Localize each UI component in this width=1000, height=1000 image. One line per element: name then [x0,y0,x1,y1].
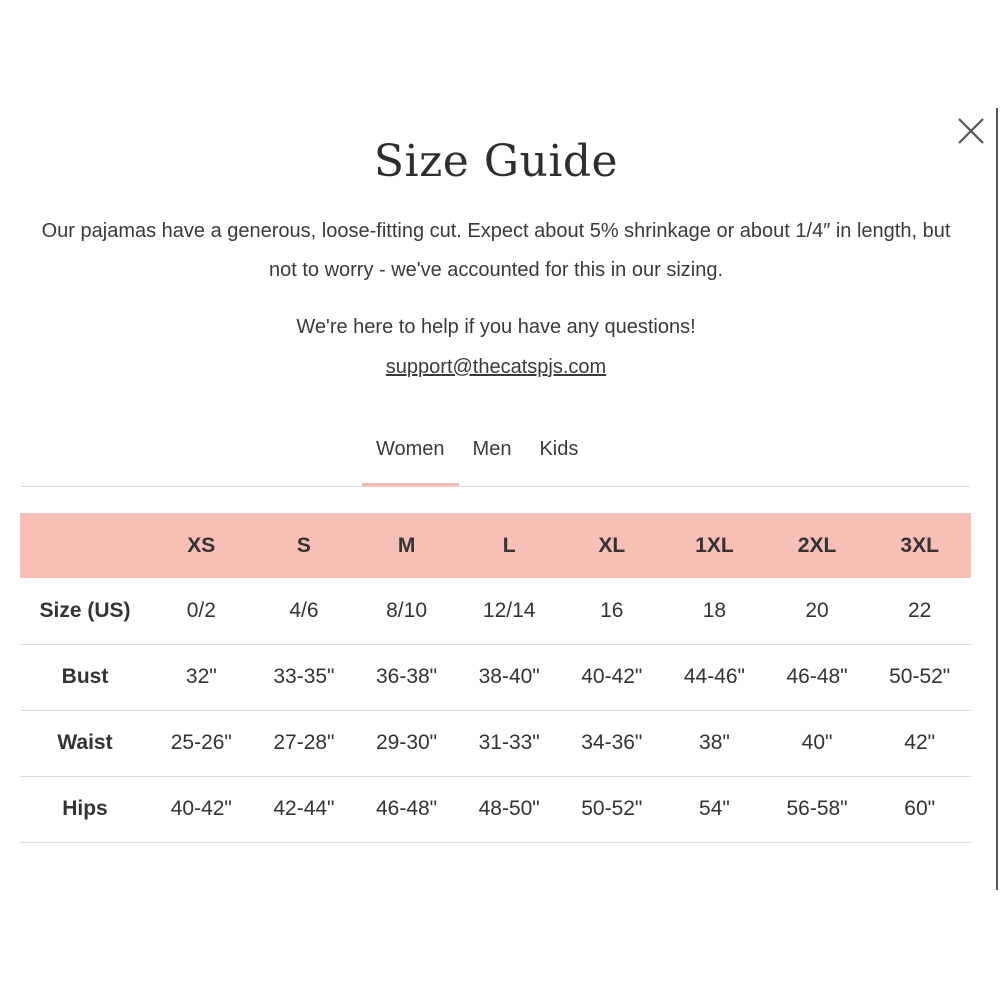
table-cell: 33-35" [273,665,335,688]
table-cell: 40-42" [581,665,643,688]
table-cell: 34-36" [581,731,643,754]
tabs-divider [20,486,970,487]
help-text: We're here to help if you have any questions! [296,316,696,338]
table-cell: 8/10 [386,598,427,622]
header-cell-s: S [296,533,311,557]
table-cell: 38-40" [478,665,540,688]
table-cell: 36-38" [375,665,438,688]
row-label: Bust [61,665,109,688]
header-cell-1xl: 1XL [695,533,734,557]
table-cell: 40" [801,731,833,754]
table-cell: 50-52" [889,665,951,688]
table-row [20,578,971,644]
header-cell-xs: XS [187,533,216,557]
table-cell: 42-44" [273,797,335,820]
table-row [20,644,971,710]
header-cell [20,513,150,578]
table-cell: 44-46" [683,665,746,688]
header-cell-l: L [502,533,516,557]
table-cell: 46-48" [375,797,438,820]
table-cell: 29-30" [375,731,438,754]
table-cell: 0/2 [186,598,216,622]
table-cell: 22 [908,598,932,622]
table-cell: 56-58" [786,797,848,820]
table-cell: 46-48" [786,665,848,688]
size-tabs [362,430,592,486]
table-cell: 31-33" [478,731,540,754]
header-cell-3xl: 3XL [900,533,939,557]
size-header-row [20,513,971,578]
table-cell: 48-50" [478,797,540,820]
modal-scrollbar-edge [996,108,998,890]
tab-men[interactable]: Men [472,438,512,460]
header-cell-2xl: 2XL [797,533,837,557]
support-email-wrapper [0,356,992,379]
table-cell: 20 [805,598,829,622]
table-cell: 50-52" [581,797,643,820]
header-cell-m: M [397,533,416,557]
tab-kids[interactable]: Kids [539,438,579,460]
table-cell: 38" [699,731,730,754]
table-cell: 18 [702,598,727,622]
table-cell: 60" [904,797,936,820]
row-label: Size (US) [39,598,131,622]
table-row [20,776,971,842]
fit-description: Our pajamas have a generous, loose-fitting cut. Expect about 5% shrinkage or about 1/4″ in length, but not to worry - we've accounted for this in our sizing. [41,220,951,281]
table-cell: 12/14 [482,598,536,622]
size-table [20,513,971,843]
table-cell: 42" [904,731,936,754]
table-row [20,710,971,776]
row-label: Hips [62,797,108,820]
table-cell: 27-28" [273,731,335,754]
modal-title: Size Guide [373,136,619,187]
table-cell: 40-42" [170,797,232,820]
row-label: Waist [57,731,113,754]
table-cell: 4/6 [289,598,319,622]
table-cell: 16 [600,598,624,622]
table-cell: 54" [699,797,730,820]
tab-women[interactable]: Women [362,430,459,486]
header-cell-xl: XL [598,533,626,557]
table-cell: 25-26" [170,731,232,754]
support-email-link[interactable]: support@thecatspjs.com [385,356,607,378]
table-cell: 32" [185,665,217,688]
